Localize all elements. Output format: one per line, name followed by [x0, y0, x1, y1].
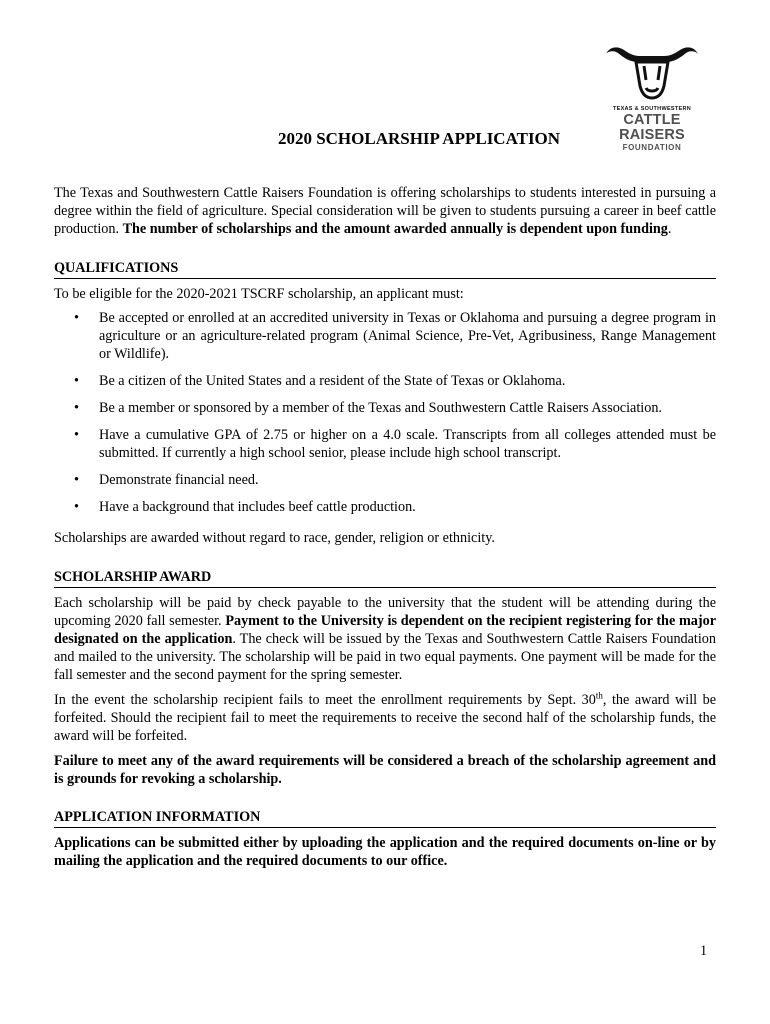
intro-end: .	[667, 221, 672, 237]
award-paragraph-2: In the event the scholarship recipient fails to meet the enrollment requirements by Sept. 30th, the award will be forfeited. Should the recipient fail to meet the requirements to receive the second half of the scholarship funds, the award will be forfeited.	[54, 690, 716, 744]
list-item: • Have a background that includes beef cattle production.	[74, 499, 416, 515]
award-paragraph-3: Failure to meet any of the award requirements will be considered a breach of the scholarship agreement and is grounds for revoking a scholarship.	[54, 753, 716, 787]
list-item: • Have a cumulative GPA of 2.75 or higher on a 4.0 scale. Transcripts from all colleges attended must be submitted. If currently a high school senior, please include high school transcript.	[74, 427, 716, 461]
intro-paragraph	[54, 184, 716, 238]
qualifications-lead: To be eligible for the 2020-2021 TSCRF scholarship, an applicant must:	[54, 286, 464, 302]
application-text: Applications can be submitted either by uploading the application and the required documents on-line or by mailing the application and the required documents to our office.	[54, 835, 716, 869]
award-heading: SCHOLARSHIP AWARD	[54, 568, 716, 588]
qualifications-heading: QUALIFICATIONS	[54, 259, 716, 279]
page-number: 1	[700, 943, 708, 959]
document-body	[54, 184, 716, 870]
qualifications-list	[54, 309, 716, 516]
list-item: • Be a member or sponsored by a member of the Texas and Southwestern Cattle Raisers Association.	[74, 400, 662, 416]
intro-bold-text: The number of scholarships and the amount awarded annually is dependent upon funding	[122, 221, 668, 237]
list-item: • Be a citizen of the United States and a resident of the State of Texas or Oklahoma.	[74, 373, 566, 389]
longhorn-logo-icon	[600, 42, 704, 104]
list-item: • Be accepted or enrolled at an accredited university in Texas or Oklahoma and pursuing a degree program in agriculture or an agriculture-related program (Animal Science, Pre-Vet, Agribusiness, Range Management or Wildlife).	[74, 310, 716, 362]
qualifications-note: Scholarships are awarded without regard to race, gender, religion or ethnicity.	[54, 530, 495, 546]
logo-tagline: TEXAS & SOUTHWESTERN	[612, 106, 692, 112]
intro-text: The Texas and Southwestern Cattle Raisers Foundation is offering scholarships to students interested in pursuing a degree within the field of agriculture. Special consideration will be given to students pursuing a career in beef cattle production.	[54, 185, 716, 237]
logo-name: CATTLE RAISERS	[619, 112, 685, 143]
page-title: 2020 SCHOLARSHIP APPLICATION	[277, 129, 561, 148]
award-paragraph-1: Each scholarship will be paid by check payable to the university that the student will be attending during the upcoming 2020 fall semester. Payment to the University is dependent on the recipient registering for the major designated on the application. The check will be issued by the Texas and Southwestern Cattle Raisers Foundation and mailed to the university. The scholarship will be paid in two equal payments. One payment will be made for the fall semester and the second payment for the spring semester.	[54, 595, 716, 683]
logo-subname: FOUNDATION	[622, 143, 682, 152]
list-item: • Demonstrate financial need.	[74, 472, 259, 488]
application-heading: APPLICATION INFORMATION	[54, 808, 716, 828]
